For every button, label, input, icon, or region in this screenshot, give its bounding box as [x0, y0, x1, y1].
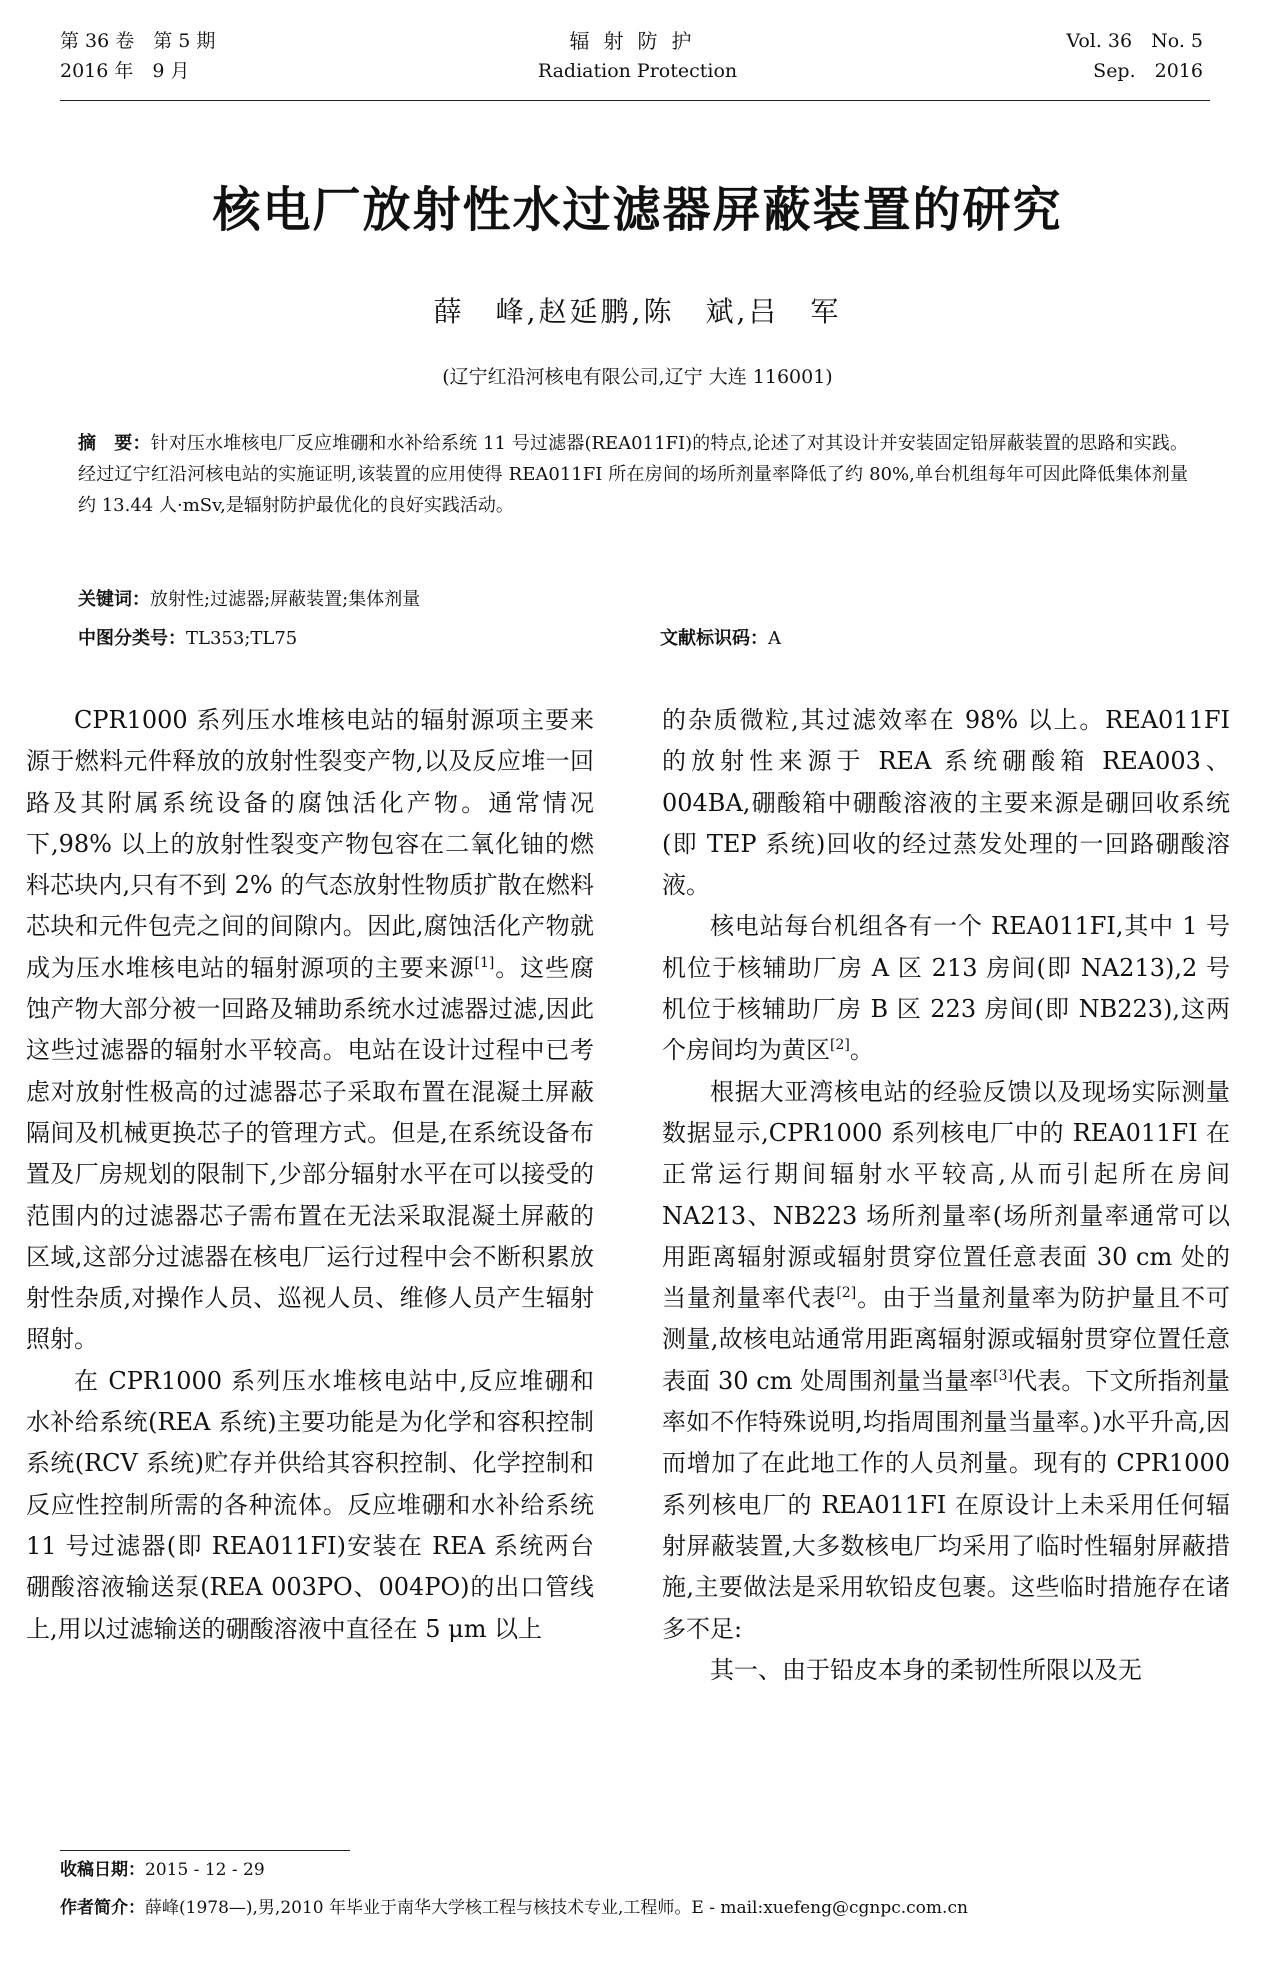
- keywords-label: 关键词：: [78, 589, 150, 610]
- paragraph-text: 。由于当量剂量率为防护量且不可测量,故核电站通常用距离辐射源或辐射贯穿位置任意表面 30 cm 处周围剂量当量率: [662, 1284, 1231, 1395]
- volume-issue: 第 36 卷 第 5 期: [60, 30, 216, 52]
- abstract-label: 摘 要：: [78, 433, 151, 454]
- keywords-text: 放射性;过滤器;屏蔽装置;集体剂量: [150, 589, 421, 610]
- paragraph: [662, 1072, 1230, 1650]
- paragraph-text: 其一、由于铅皮本身的柔韧性所限以及无: [710, 1655, 1142, 1684]
- paragraph-text: 。: [849, 1036, 874, 1065]
- header-rule: [60, 100, 1210, 101]
- doc-code-text: A: [768, 628, 781, 649]
- paragraph: [662, 1650, 1230, 1691]
- paragraph: [662, 700, 1230, 906]
- paper-title: 核电厂放射性水过滤器屏蔽装置的研究: [212, 182, 1063, 238]
- journal-name-cn: 辐射防护: [569, 29, 706, 53]
- issue-date: 2016 年 9 月: [60, 60, 190, 82]
- clc-number: [78, 623, 297, 654]
- paragraph-text: CPR1000 系列压水堆核电站的辐射源项主要来源于燃料元件释放的放射性裂变产物,以及反应堆一回路及其附属系统设备的腐蚀活化产物。通常情况下,98% 以上的放射性裂变产物包容在二氧化铀的燃料芯块内,只有不到 2% 的气态放射性物质扩散在燃料芯块和元件包壳之间的间隙内。因此,腐蚀活化产物就成为压水堆核电站的辐射源项的主要来源: [26, 706, 594, 982]
- keywords: [78, 584, 420, 615]
- abstract: [78, 428, 1188, 521]
- journal-name-en: Radiation Protection: [537, 60, 738, 82]
- paragraph: [26, 1361, 594, 1650]
- document-code: [660, 623, 781, 654]
- volume-issue-en: Vol. 36 No. 5: [1066, 30, 1203, 52]
- author-bio: [60, 1896, 968, 1920]
- clc-label: 中图分类号：: [78, 628, 186, 649]
- issue-date-en: Sep. 2016: [1093, 60, 1203, 82]
- citation: [2]: [830, 1037, 850, 1054]
- paragraph-text: 。这些腐蚀产物大部分被一回路及辅助系统水过滤器过滤,因此这些过滤器的辐射水平较高。电站在设计过程中已考虑对放射性极高的过滤器芯子采取布置在混凝土屏蔽隔间及机械更换芯子的管理方式。但是,在系统设备布置及厂房规划的限制下,少部分辐射水平在可以接受的范围内的过滤器芯子需布置在无法采取混凝土屏蔽的区域,这部分过滤器在核电厂运行过程中会不断积累放射性杂质,对操作人员、巡视人员、维修人员产生辐射照射。: [26, 953, 595, 1354]
- issue-info-en: [1066, 26, 1203, 86]
- bio-text: 薛峰(1978—),男,2010 年毕业于南华大学核工程与核技术专业,工程师。E - mail:xuefeng@cgnpc.com.cn: [145, 1898, 968, 1918]
- citation: [3]: [993, 1367, 1013, 1384]
- authors: 薛 峰,赵延鹏,陈 斌,吕 军: [433, 295, 842, 328]
- abstract-text: 针对压水堆核电厂反应堆硼和水补给系统 11 号过滤器(REA011FI)的特点,论述了对其设计并安装固定铅屏蔽装置的思路和实践。经过辽宁红沿河核电站的实施证明,该装置的应用使得 REA011FI 所在房间的场所剂量率降低了约 80%,单台机组每年可因此降低集体剂量约 13.44 人·mSv,是辐射防护最优化的良好实践活动。: [78, 433, 1188, 516]
- bio-label: 作者简介：: [60, 1898, 145, 1918]
- doc-code-label: 文献标识码：: [660, 628, 768, 649]
- paragraph-text: 核电站每台机组各有一个 REA011FI,其中 1 号机位于核辅助厂房 A 区 213 房间(即 NA213),2 号机位于核辅助厂房 B 区 223 房间(即 NB223),这两个房间均为黄区: [662, 912, 1230, 1065]
- paragraph-text: 在 CPR1000 系列压水堆核电站中,反应堆硼和水补给系统(REA 系统)主要功能是为化学和容积控制系统(RCV 系统)贮存并供给其容积控制、化学控制和反应性控制所需的各种流体。反应堆硼和水补给系统 11 号过滤器(即 REA011FI)安装在 REA 系统两台硼酸溶液输送泵(REA 003PO、004PO)的出口管线上,用以过滤输送的硼酸溶液中直径在 5 μm 以上: [26, 1366, 594, 1643]
- affiliation: (辽宁红沿河核电有限公司,辽宁 大连 116001): [442, 366, 833, 388]
- footnote-rule: [60, 1850, 350, 1851]
- received-value: 2015 - 12 - 29: [145, 1860, 265, 1880]
- paragraph-text: 根据大亚湾核电站的经验反馈以及现场实际测量数据显示,CPR1000 系列核电厂中的 REA011FI 在正常运行期间辐射水平较高,从而引起所在房间 NA213、NB223 场所剂量率(场所剂量率通常可以用距离辐射源或辐射贯穿位置任意表面 30 cm 处的当量剂量率代表: [662, 1077, 1230, 1313]
- citation: [1]: [474, 954, 495, 971]
- received-date: [60, 1858, 265, 1882]
- citation: [2]: [836, 1285, 857, 1302]
- paragraph-text: 的杂质微粒,其过滤效率在 98% 以上。REA011FI 的放射性来源于 REA 系统硼酸箱 REA003、004BA,硼酸箱中硼酸溶液的主要来源是硼回收系统(即 TEP 系统)回收的经过蒸发处理的一回路硼酸溶液。: [662, 706, 1230, 900]
- body-column-left: [26, 700, 594, 1650]
- clc-text: TL353;TL75: [186, 628, 298, 649]
- paragraph: [26, 700, 594, 1361]
- paragraph: [662, 906, 1230, 1071]
- body-column-right: [662, 700, 1230, 1691]
- received-label: 收稿日期：: [60, 1860, 145, 1880]
- paragraph-text: 代表。下文所指剂量率如不作特殊说明,均指周围剂量当量率。)水平升高,因而增加了在此地工作的人员剂量。现有的 CPR1000 系列核电厂的 REA011FI 在原设计上未采用任何辐射屏蔽装置,大多数核电厂均采用了临时性辐射屏蔽措施,主要做法是采用软铅皮包裹。这些临时措施存在诸多不足:: [662, 1366, 1231, 1643]
